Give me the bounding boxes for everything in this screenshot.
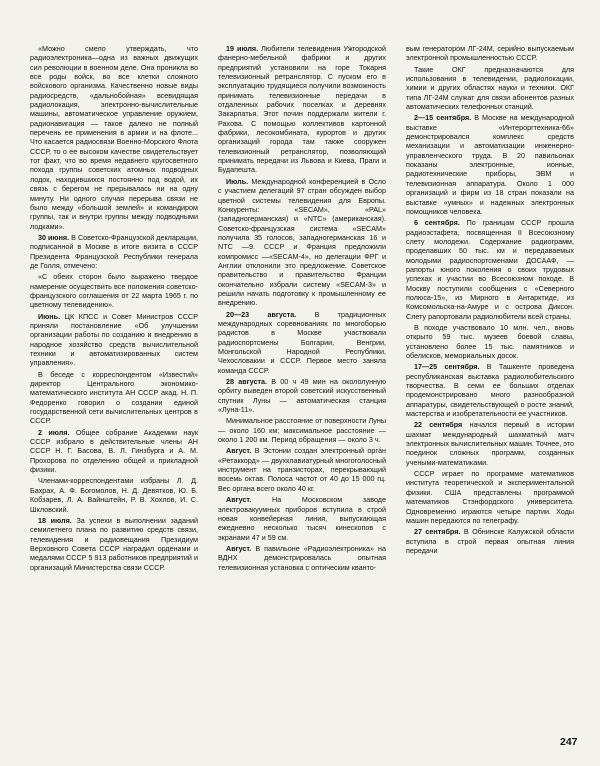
text-column-3 (406, 44, 574, 557)
paragraph (218, 177, 386, 308)
paragraph-text: Общее собрание Академии наук СССР избрало в действительные члены АН СССР Н. Г. Басова, В. Л. Гинзбурга и А. М. Прохорова по отделению общей и прикладной физики. (30, 427, 198, 475)
paragraph-text: Любители телевидения Ужгородской фанерно-мебельной фабрики и других предприятий установили на горе Токарня телевизионный ретранслятор. С пуском его в эксплуатацию трудящиеся получили возможность принимать телевизионные передачи в отдаленных рабочих поселках и деревнях Закарпатья. Этот почин поддержали жители г. Рахова. С помощью коллективов картонной фабрики, лесокомбината, курортов и других организаций города там также сооружен телевизионный ретранслятор, позволяющий принимать передачи из Львова и Киева, Праги и Будапешта. (218, 44, 386, 175)
paragraph (30, 272, 198, 309)
paragraph-text: начался первый в истории шахмат международный шахматный матч электронных вычислительных машин. Точнее, это поединок сложных программ, созданных учеными-математиками. (406, 420, 574, 467)
paragraph-text: Такие ОКГ предназначаются для использования в телевидении, радиолокации, химии и других областях науки и техники. ОКГ типа ЛГ-24М служат для связи абонентов разных автоматических телефонных станций. (406, 64, 574, 112)
date-lead: Август. (226, 543, 252, 553)
paragraph-text: В Советско-Французской декларации, подписанной в Москве в итоге визита в СССР Президента Французской Республики генерала де Голля, отмечено: (30, 232, 199, 270)
paragraph (406, 65, 574, 112)
date-lead: 19 июля. (226, 44, 259, 53)
date-lead: 20—23 августа. (226, 309, 297, 319)
paragraph-text: «С обеих сторон было выражено твердое намерение осуществить все положения советско-французского соглашения от 22 марта 1965 г. по цветному телевидению». (30, 272, 198, 310)
paragraph (406, 323, 574, 360)
date-lead: Июнь. (38, 311, 61, 321)
date-lead: Август. (226, 495, 252, 505)
date-lead: 27 сентября. (414, 527, 461, 537)
paragraph (30, 312, 198, 368)
paragraph (406, 469, 574, 525)
paragraph (218, 544, 386, 572)
paragraph (218, 446, 386, 493)
paragraph-text: В 00 ч 49 мин на окололунную орбиту выведен второй советский искусственный спутник Луны — автоматическая станция «Луна-11». (218, 377, 386, 415)
paragraph-text: вым генератором ЛГ-24М, серийно выпускаемым электронной промышленностью СССР. (406, 44, 574, 63)
paragraph (406, 44, 574, 63)
paragraph (406, 420, 574, 467)
paragraph-text: Минимальное расстояние от поверхности Луны — около 160 км; максимальное расстояние — около 1 200 км. Период обращения — около 3 ч. (218, 416, 386, 445)
date-lead: 6 сентября. (414, 218, 460, 228)
paragraph (406, 218, 574, 321)
paragraph (406, 527, 574, 555)
paragraph (218, 416, 386, 444)
paragraph (406, 113, 574, 216)
date-lead: 2—15 сентября. (414, 113, 472, 123)
paragraph-text: В Москве на международной выставке «Интероргтехника-66» демонстрировался комплекс средств механизации и автоматизации инженерно-управленческого труда. В 20 павильонах показаны электронные, ионные, радиотехнические приборы, ЭВМ и телевизионная аппаратура. Около 1 000 организаций и фирм из 18 стран показали на выставке «умных» и надежных электронных помощников человека. (406, 113, 575, 216)
paragraph-text: Членами-корреспондентами избраны Л. Д. Бахрах, А. Ф. Богомолов, Н. Д. Девятков, Ю. Б. Кобзарев, Л. А. Вайнштейн, Р. В. Хохлов, И. С. Шкловский. (30, 476, 198, 514)
paragraph-text: В традиционных международных соревнованиях по многоборью радистов в Москве участвовали радиоспортсмены Болгарии, Венгрии, Монгольской Народной Республики, Чехословакии и СССР. Первое место заняла команда СССР. (218, 309, 386, 375)
date-lead: 18 июля. (38, 515, 72, 525)
paragraph (30, 516, 198, 572)
paragraph (30, 428, 198, 475)
paragraph-text: По границам СССР прошла радиоэстафета, посвященная II Всесоюзному слету молодежи. Содержание радиограмм, проделавших 50 тыс. км и передаваемых молодыми радиоспортсменами ДОСААФ, — рапорты юного поколения о своих трудовых успехах и участии во Всесоюзном походе. В Москву поступили сообщения с «Северного полюса-15», из Мирного в Антарктиде, из Комсомольска-на-Амуре и с острова Диксон. Слету рапортовали радиолюбители всей страны. (406, 218, 574, 321)
paragraph (218, 377, 386, 414)
paragraph-text: В Ташкенте проведена республиканская выставка радиолюбительского творчества. В семи ее больших отделах продемонстрировано много разнообразной аппаратуры, свидетельствующей о росте знаний, мастерства и изобретательности ее участников. (406, 362, 575, 419)
paragraph-text: ЦК КПСС и Совет Министров СССР приняли постановление «Об улучшении организации работы по созданию и внедрению в народное хозяйство средств вычислительной техники и автоматизированных систем управления». (30, 311, 198, 368)
paragraph-text: «Можно смело утверждать, что радиоэлектроника—одна из важных движущих сил революции в военном деле. Она проникла во все роды войск, во все клетки сложного войскового организма. Качественно новые виды радиосредств, «дальнобойная» всевидящая радиолокация, электронно-вычислительные машины, автоматическое управление оружием, радионавигация — такое далеко не полный перечень ее применения в армии и на флоте... Что касается радиосвязи Военно-Морского Флота СССР, то о ее высоком качестве свидетельствует тот факт, что во время недавнего кругосветного похода группы советских атомных подводных лодок, находившихся постоянно под водой, их связь с берегом не прерывалась ни на одну минуту. Ни одного случая перерыва связи не было между «большой землей» и командиром группы, так и внутри группы между подводными лодками». (30, 44, 198, 231)
paragraph-text: Международной конференцией в Осло с участием делегаций 97 стран обсужден выбор цветной системы телевидения для Европы. Конкуренты: «SECAM», «PAL» (западногерманская) и «NTC» (американская). Советско-французская система «SECAM» получила 35 голосов, западногерманская 16 и NTC —9. СССР и Франция предложили компромисс —«SECAM-4», но делегации ФРГ и Англии отклонили это предложение. Советское правительство и правительство Франции окончательно избрали систему «SECAM-3» и решили начать подготовку к промышленному ее внедрению. (218, 176, 386, 308)
paragraph (30, 476, 198, 513)
date-lead: 28 августа. (226, 377, 267, 387)
date-lead: Июль. (226, 176, 249, 186)
date-lead: 17—25 сентября. (414, 362, 480, 372)
date-lead: 2 июля. (38, 427, 70, 437)
paragraph-text: На Московском заводе электровакуумных приборов вступила в строй новая конвейерная линия, выпускающая ежедневно несколько тысяч кинескопов с экранами 47 и 59 см. (218, 495, 386, 542)
paragraph (30, 370, 198, 426)
paragraph-text: За успехи в выполнении заданий семилетнего плана по развитию средств связи, телевидения и радиовещания Президиум Верховного Совета СССР наградил орденами и медалями СССР 5 913 работников предприятий и организаций Министерства связи СССР. (30, 515, 198, 572)
paragraph-text: В Обнинске Калужской области вступила в строй первая опытная линия передачи (406, 527, 574, 555)
paragraph (406, 362, 574, 418)
page-number: 247 (560, 736, 578, 748)
paragraph-text: В Эстонии создан электронный оргáн «Ретаккорд» — двухклавиатурный многоголосный инструмент на транзисторах, перекрывающий восемь октав. Полоса частот от 40 до 15 000 гц. Вес органа всего около 40 кг. (218, 446, 387, 493)
paragraph-text: В павильоне «Радиоэлектроника» на ВДНХ демонстрировалась опытная телевизионная установка с оптическим кванто- (218, 543, 386, 572)
paragraph-text: СССР играет по программе математиков института теоретической и экспериментальной физики. США представлены программой математиков Стэнфордского университета. Одновременно играются четыре партии. Ходы машин передаются по телеграфу. (406, 469, 574, 525)
paragraph (30, 233, 198, 270)
date-lead: 30 июня. (38, 232, 70, 242)
paragraph (218, 44, 386, 175)
paragraph-text: В беседе с корреспондентом «Известий» директор Центрального экономико-математического института АН СССР акад. Н. П. Федоренко говорил о создании единой государственной сети вычислительных центров в СССР. (30, 369, 198, 426)
date-lead: 22 сентября (414, 420, 463, 430)
paragraph (218, 310, 386, 375)
text-column-2 (218, 44, 386, 574)
text-column-1 (30, 44, 198, 574)
paragraph (218, 495, 386, 542)
date-lead: Август. (226, 446, 252, 456)
paragraph (30, 44, 198, 231)
paragraph-text: В походе участвовало 10 млн. чел., вновь открыто 59 тыс. музеев боевой славы, установлено более 15 тыс. памятников и обелисков, мемориальных досок. (406, 322, 574, 360)
